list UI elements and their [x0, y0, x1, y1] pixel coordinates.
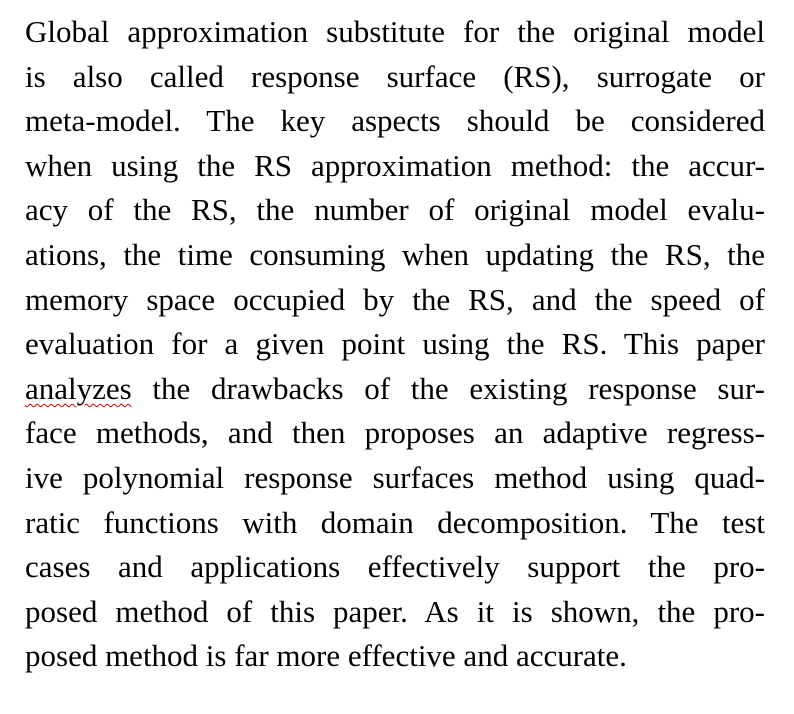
text-line-5: acy of the RS, the number of original model evalu- — [25, 192, 765, 228]
text-line-8: evaluation for a given point using the RS. This paper — [25, 326, 765, 362]
text-line-11: ive polynomial response surfaces method using quad- — [25, 459, 765, 495]
spellcheck-flagged-word[interactable]: analyzes — [25, 370, 132, 406]
text-line-1: Global approximation substitute for the original model — [25, 14, 765, 49]
text-line-9-rest: the drawbacks of the existing response sur- — [131, 370, 765, 406]
text-line-12: ratic functions with domain decomposition. The test — [25, 504, 765, 540]
text-line-7: memory space occupied by the RS, and the speed of — [25, 281, 765, 317]
text-line-3: meta-model. The key aspects should be considered — [25, 103, 765, 139]
text-line-6: ations, the time consuming when updating the RS, the — [25, 236, 765, 272]
text-line-2: is also called response surface (RS), surrogate or — [25, 58, 765, 94]
text-line-14: posed method of this paper. As it is shown, the pro- — [25, 593, 765, 629]
document-paragraph — [25, 10, 765, 679]
text-line-13: cases and applications effectively support the pro- — [25, 549, 765, 585]
text-line-10: face methods, and then proposes an adaptive regress- — [25, 415, 765, 451]
text-line-15: posed method is far more effective and accurate. — [25, 638, 627, 674]
text-line-9 — [25, 367, 765, 412]
text-line-4: when using the RS approximation method: the accur- — [25, 147, 765, 183]
